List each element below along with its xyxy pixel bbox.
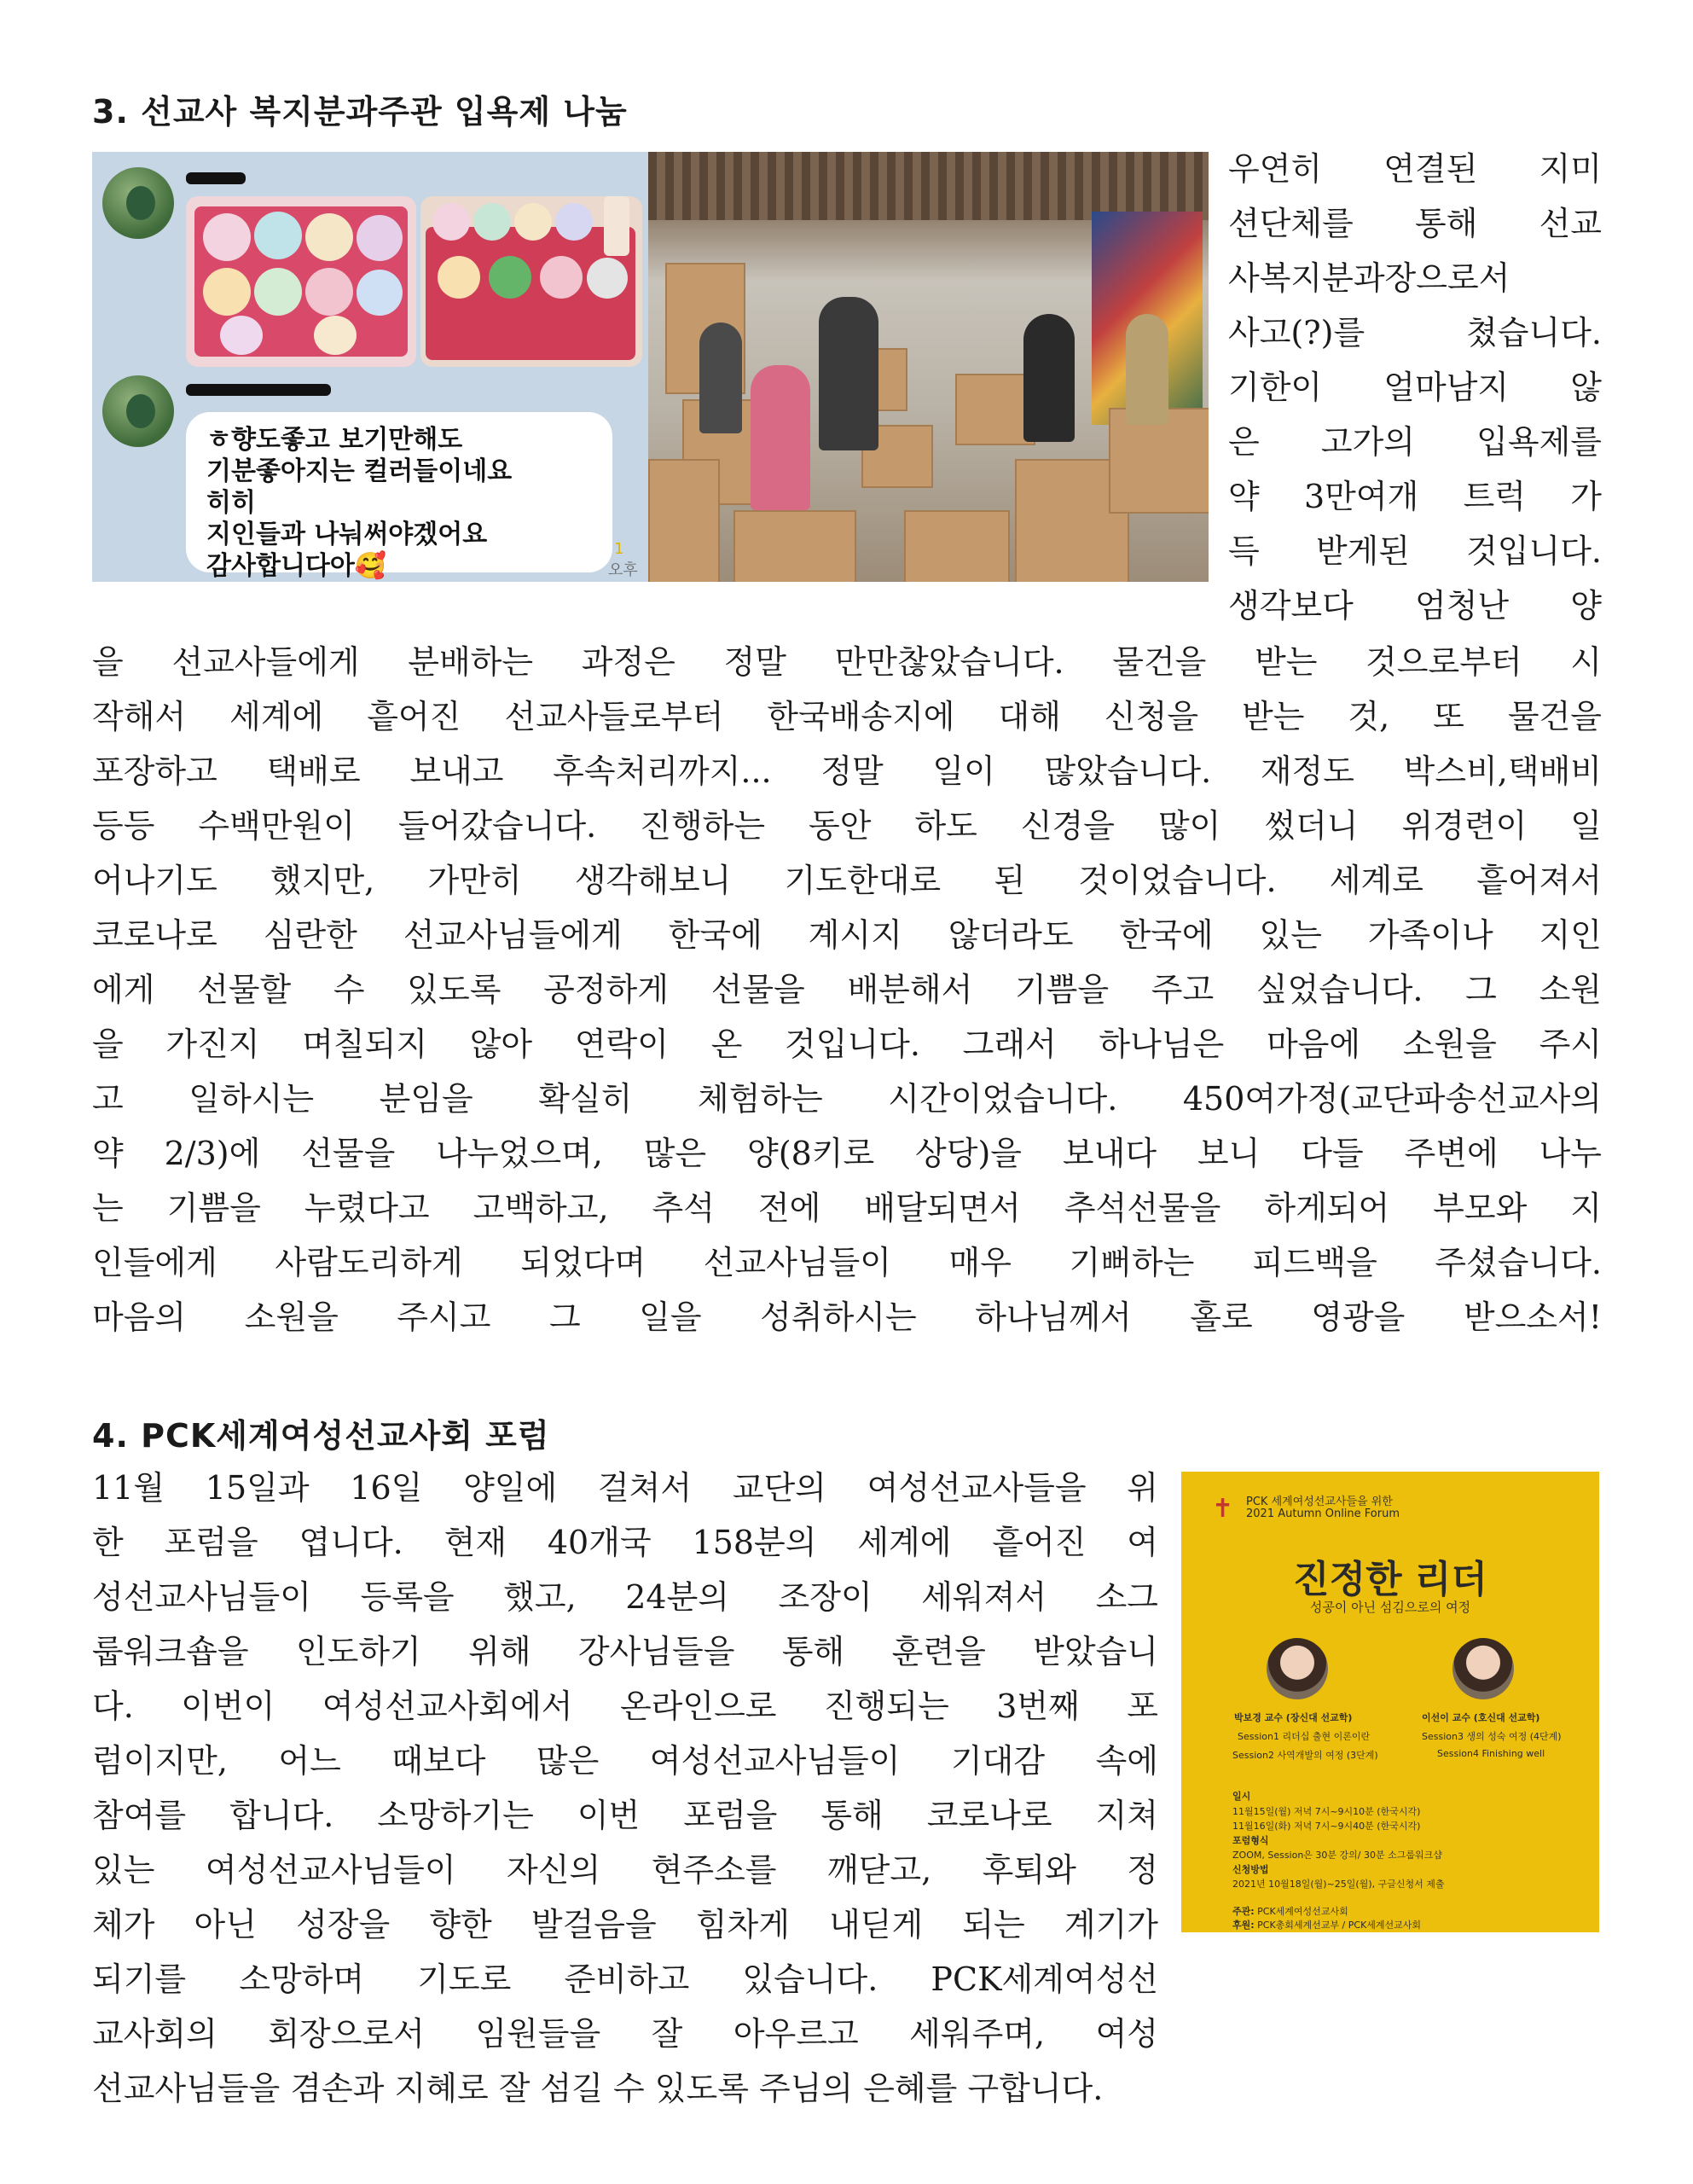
section4-text-line: 있는 여성선교사님들이 자신의 현주소를 깨닫고, 후퇴와 정 <box>92 1851 1158 1889</box>
speaker1-session1: Session1 리더십 출현 이론이란 <box>1238 1731 1371 1742</box>
date-1: 11월15일(월) 저녁 7시~9시10분 (한국시각) <box>1232 1806 1421 1817</box>
section3-text-line: 는 기쁨을 누렸다고 고백하고, 추석 전에 배달되면서 추석선물을 하게되어 부모와 지 <box>92 1189 1602 1227</box>
section3-text-line: 마음의 소원을 주시고 그 일을 성취하시는 하나님께서 홀로 영광을 받으소서! <box>92 1298 1602 1336</box>
message-line: 감사합니다아🥰 <box>206 551 387 581</box>
redacted-name <box>186 172 246 184</box>
section4-text-line: 11월 15일과 16일 양일에 걸쳐서 교단의 여성선교사들을 위 <box>92 1469 1158 1507</box>
chat-avatar <box>102 167 174 239</box>
section3-text-line: 코로나로 심란한 선교사님들에게 한국에 계시지 않더라도 한국에 있는 가족이나 지인 <box>92 916 1602 954</box>
date-label: 일시 <box>1232 1791 1251 1802</box>
worker <box>819 297 878 450</box>
soap-photo-1 <box>186 196 416 367</box>
section3-text-line: 포장하고 택배로 보내고 후속처리까지... 정말 일이 많았습니다. 재정도 박스비,택배비 <box>92 752 1602 790</box>
section4-text-line: 선교사님들을 겸손과 지혜로 잘 섬길 수 있도록 주님의 은혜를 구합니다. <box>92 2070 1104 2107</box>
section3-text-line: 에게 선물할 수 있도록 공정하게 선물을 배분해서 기쁨을 주고 싶었습니다. 그 소원 <box>92 971 1602 1008</box>
redacted-name-2 <box>186 384 331 396</box>
section4-text-line: 성선교사님들이 등록을 했고, 24분의 조장이 세워져서 소그 <box>92 1578 1158 1616</box>
message-line: 지인들과 나눠써야겠어요 <box>206 520 488 549</box>
poster-forum: 2021 Autumn Online Forum <box>1246 1507 1400 1520</box>
section4-heading: 4. PCK세계여성선교사회 포럼 <box>92 1417 550 1455</box>
section3-text-line: 우연히 연결된 지미 <box>1228 150 1602 188</box>
message-line: 기분좋아지는 컬러들이네요 <box>206 456 513 486</box>
message-line: ㅎ향도좋고 보기만해도 <box>206 425 463 455</box>
section4-text-line: 되기를 소망하며 기도로 준비하고 있습니다. PCK세계여성선 <box>92 1960 1158 1998</box>
speaker1-session2: Session2 사역개발의 여정 (3단계) <box>1232 1750 1378 1761</box>
speaker2-name: 이선이 교수 (호신대 선교학) <box>1422 1712 1540 1723</box>
worker <box>1023 314 1075 442</box>
speaker2-photo <box>1452 1638 1514 1699</box>
section3-text-line: 션단체를 통해 선교 <box>1228 205 1602 242</box>
section4-text-line: 룹워크숍을 인도하기 위해 강사님들을 통해 훈련을 받았습니 <box>92 1633 1158 1670</box>
format-text: ZOOM, Session은 30분 강의/ 30분 소그룹워크샵 <box>1232 1850 1442 1861</box>
section3-text-line: 기한이 얼마남지 않 <box>1228 369 1602 406</box>
section4-text-line: 다. 이번이 여성선교사회에서 온라인으로 진행되는 3번째 포 <box>92 1687 1158 1725</box>
section3-text-line: 고 일하시는 분임을 확실히 체험하는 시간이었습니다. 450여가정(교단파송선교사의 <box>92 1080 1602 1118</box>
section3-text-line: 득 받게된 것입니다. <box>1228 532 1602 570</box>
section3-text-line: 은 고가의 입욕제를 <box>1228 423 1602 461</box>
chat-message-bubble <box>186 412 612 581</box>
worker <box>751 365 810 510</box>
section3-text-line: 약 2/3)에 선물을 나누었으며, 많은 양(8키로 상당)을 보내다 보니 다들 주변에 나누 <box>92 1135 1602 1172</box>
section4-text-line: 교사회의 회장으로서 임원들을 잘 아우르고 세워주며, 여성 <box>92 2015 1158 2053</box>
poster-subtitle: 성공이 아닌 섬김으로의 여정 <box>1309 1600 1471 1615</box>
sponsor-text: PCK총회세계선교부 / PCK세계선교사회 <box>1257 1920 1422 1931</box>
apply-label: 신청방법 <box>1232 1864 1269 1875</box>
chat-avatar-2 <box>102 375 174 447</box>
section4-text-line: 한 포럼을 엽니다. 현재 40개국 158분의 세계에 흩어진 여 <box>92 1524 1158 1561</box>
section3-text-line: 작해서 세계에 흩어진 선교사들로부터 한국배송지에 대해 신청을 받는 것, 또 물건을 <box>92 698 1602 735</box>
section3-text-line: 을 가진지 며칠되지 않아 연락이 온 것입니다. 그래서 하나님은 마음에 소원을 주시 <box>92 1025 1602 1063</box>
section3-text-line: 사복지분과장으로서 <box>1228 259 1510 297</box>
forum-poster <box>1181 1472 1599 1932</box>
speaker2-session2: Session4 Finishing well <box>1437 1748 1545 1759</box>
message-line: 히히 <box>206 488 256 518</box>
host-label: 주관: <box>1232 1906 1255 1917</box>
cross-logo-icon: ✝ <box>1212 1494 1234 1524</box>
packing-work-photo <box>648 152 1209 582</box>
soap-photo-2 <box>420 196 642 367</box>
format-label: 포럼형식 <box>1232 1835 1269 1846</box>
poster-org: PCK 세계여성선교사들을 위한 <box>1246 1496 1393 1508</box>
section3-text-line: 어나기도 했지만, 가만히 생각해보니 기도한대로 된 것이었습니다. 세계로 흩어져서 <box>92 862 1602 899</box>
host-line <box>1232 1904 1348 1918</box>
speaker1-name: 박보경 교수 (장신대 선교학) <box>1234 1712 1353 1723</box>
section3-text-line: 생각보다 엄청난 양 <box>1228 587 1602 624</box>
speaker1-photo <box>1267 1638 1328 1699</box>
poster-title: 진정한 리더 <box>1293 1558 1487 1601</box>
section3-text-line: 약 3만여개 트럭 가 <box>1228 478 1602 515</box>
section4-text-line: 참여를 합니다. 소망하기는 이번 포럼을 통해 코로나로 지쳐 <box>92 1797 1158 1834</box>
date-2: 11월16일(화) 저녁 7시~9시40분 (한국시각) <box>1232 1821 1421 1832</box>
sponsor-line <box>1232 1918 1421 1931</box>
worker <box>699 322 742 433</box>
section3-text-line: 인들에게 사람도리하게 되었다며 선교사님들이 매우 기뻐하는 피드백을 주셨습니다. <box>92 1244 1602 1281</box>
section4-text-line: 럼이지만, 어느 때보다 많은 여성선교사님들이 기대감 속에 <box>92 1742 1158 1780</box>
speaker2-session1: Session3 생의 성숙 여정 (4단계) <box>1422 1731 1562 1742</box>
section3-heading: 3. 선교사 복지분과주관 입욕제 나눔 <box>92 93 628 131</box>
chat-screenshot-image <box>92 152 648 582</box>
sponsor-label: 후원: <box>1232 1920 1255 1931</box>
apply-text: 2021년 10월18일(월)~25일(월), 구글신청서 제출 <box>1232 1879 1445 1890</box>
section3-text-line: 을 선교사들에게 분배하는 과정은 정말 만만찮았습니다. 물건을 받는 것으로부터 시 <box>92 643 1602 681</box>
worker <box>1126 314 1168 425</box>
read-count: 1 <box>614 540 624 558</box>
host-text: PCK세계여성선교사회 <box>1257 1906 1348 1917</box>
message-time: 오후 <box>608 561 638 579</box>
section3-text-line: 사고(?)를 쳤습니다. <box>1228 314 1602 351</box>
section3-text-line: 등등 수백만원이 들어갔습니다. 진행하는 동안 하도 신경을 많이 썼더니 위경련이 일 <box>92 807 1602 845</box>
section4-text-line: 체가 아닌 성장을 향한 발걸음을 힘차게 내딛게 되는 계기가 <box>92 1906 1158 1943</box>
